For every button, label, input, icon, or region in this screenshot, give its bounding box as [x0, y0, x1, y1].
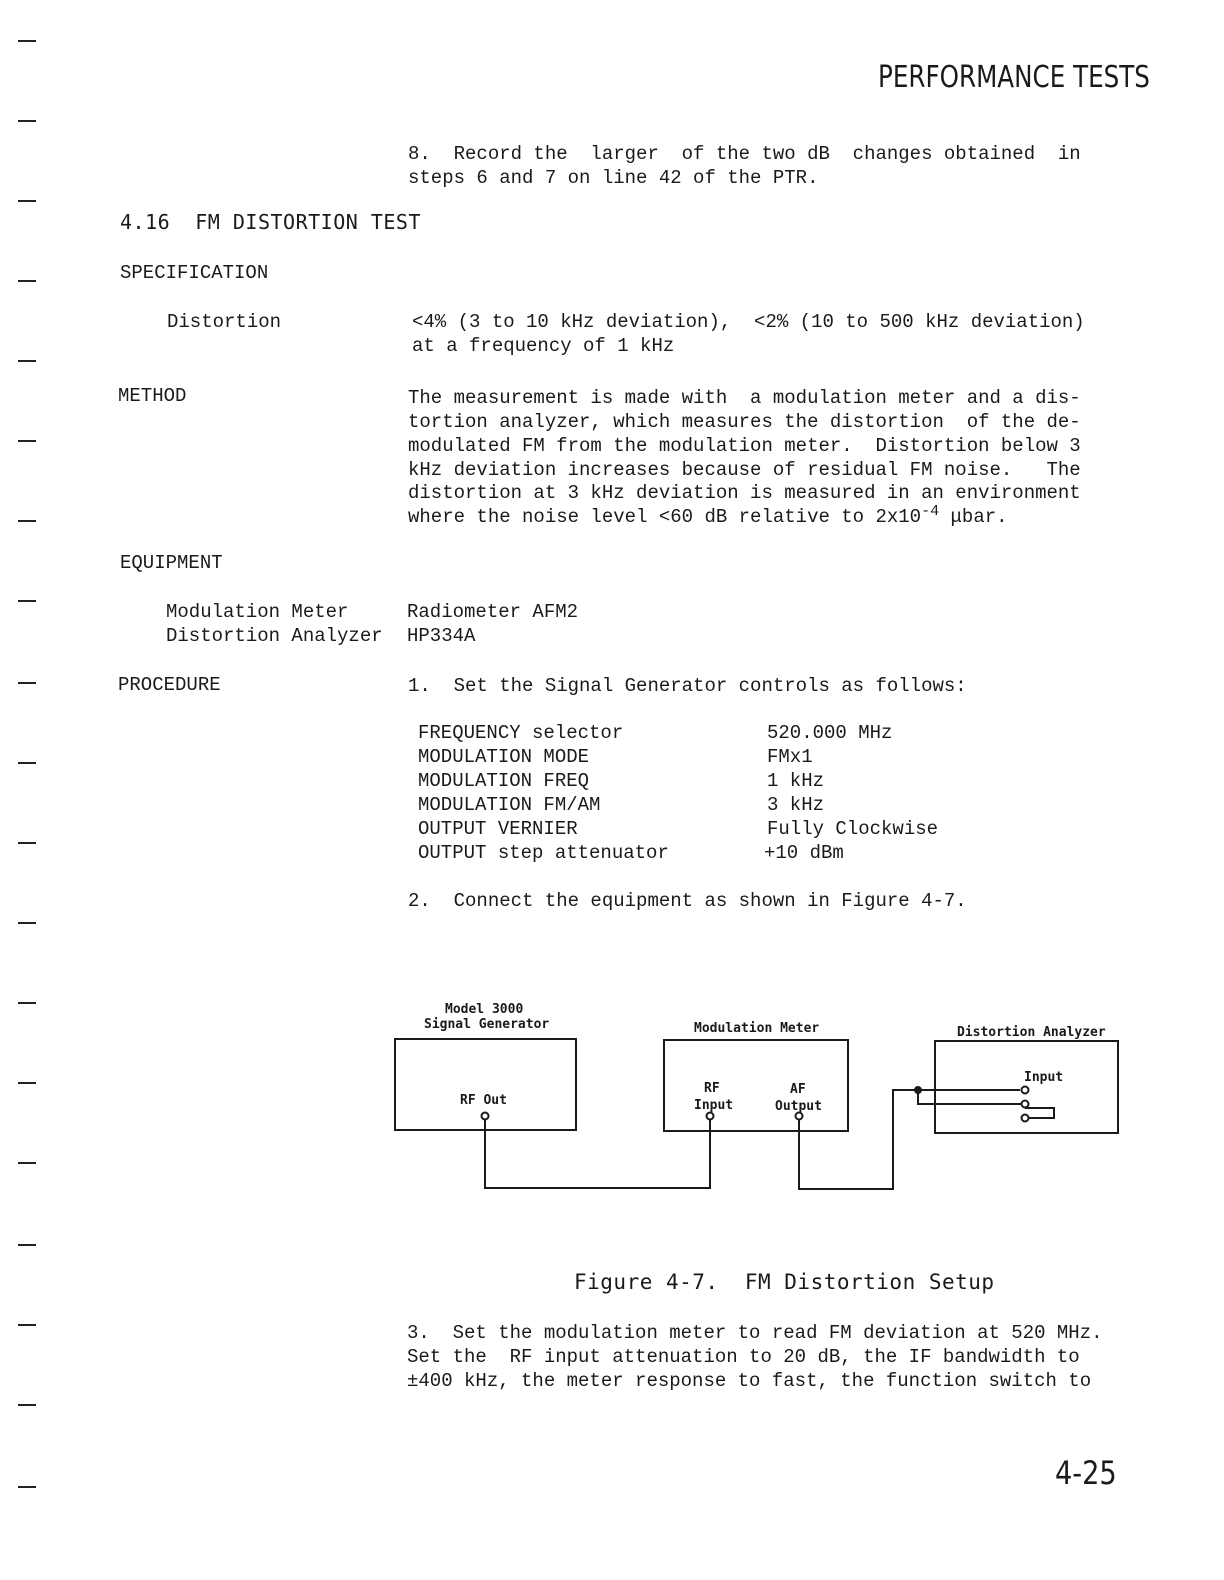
spec-distortion-line-1: <4% (3 to 10 kHz deviation), <2% (10 to 500 kHz deviation)	[412, 311, 1085, 333]
control-name: FREQUENCY selector	[418, 722, 624, 744]
method-line: tortion analyzer, which measures the distortion of the de-	[408, 411, 1081, 433]
control-name: OUTPUT step attenuator	[418, 842, 669, 864]
modulation-meter-box	[664, 1040, 848, 1131]
figure-caption: Figure 4-7. FM Distortion Setup	[574, 1270, 995, 1294]
analyzer-port	[1022, 1101, 1029, 1108]
procedure-step-1: 1. Set the Signal Generator controls as follows:	[408, 675, 967, 697]
control-name: MODULATION FM/AM	[418, 794, 601, 816]
control-setting: 520.000 MHz	[767, 722, 893, 744]
control-name: MODULATION MODE	[418, 746, 590, 768]
method-line: modulated FM from the modulation meter. Distortion below 3	[408, 435, 1081, 457]
sg-rf-out-label: RF Out	[460, 1093, 507, 1108]
section-heading: 4.16 FM DISTORTION TEST	[120, 210, 421, 234]
equipment-item-model: Radiometer AFM2	[407, 601, 579, 623]
step-8-line-2: steps 6 and 7 on line 42 of the PTR.	[408, 167, 819, 189]
procedure-step-3-line: 3. Set the modulation meter to read FM deviation at 520 MHz.	[407, 1322, 1103, 1344]
step-8-line-1: 8. Record the larger of the two dB changes obtained in	[408, 143, 1081, 165]
mm-input-label: Input	[694, 1098, 734, 1113]
spec-distortion-line-2: at a frequency of 1 kHz	[412, 335, 675, 357]
section-running-header: PERFORMANCE TESTS	[878, 60, 1150, 95]
control-name: MODULATION FREQ	[418, 770, 590, 792]
sg-model-label: Model 3000	[445, 1002, 524, 1017]
control-setting: 1 kHz	[767, 770, 825, 792]
control-setting: Fully Clockwise	[767, 818, 939, 840]
control-name: OUTPUT VERNIER	[418, 818, 578, 840]
procedure-step-2: 2. Connect the equipment as shown in Figure 4-7.	[408, 890, 967, 912]
page-number: 4-25	[1055, 1454, 1117, 1492]
sg-name-label: Signal Generator	[424, 1017, 550, 1032]
method-line: The measurement is made with a modulation meter and a dis-	[408, 387, 1081, 409]
rf-input-port	[707, 1113, 714, 1120]
mm-rf-label: RF	[704, 1081, 720, 1096]
da-input-label: Input	[1024, 1070, 1064, 1085]
analyzer-port	[1022, 1115, 1029, 1122]
method-label: METHOD	[118, 385, 187, 407]
procedure-step-3-line: Set the RF input attenuation to 20 dB, the IF bandwidth to	[407, 1346, 1080, 1368]
mm-af-label: AF	[790, 1082, 806, 1097]
rf-out-port	[482, 1113, 489, 1120]
control-setting: 3 kHz	[767, 794, 825, 816]
specification-label: SPECIFICATION	[120, 262, 269, 284]
method-line: distortion at 3 kHz deviation is measured in an environment	[408, 482, 1081, 504]
procedure-step-3-line: ±400 kHz, the meter response to fast, the function switch to	[407, 1370, 1092, 1392]
method-line: kHz deviation increases because of residual FM noise. The	[408, 459, 1081, 481]
analyzer-input-port	[1022, 1087, 1029, 1094]
control-setting: FMx1	[767, 746, 813, 768]
junction-dot	[915, 1087, 921, 1093]
method-last-prefix: where the noise level <60 dB relative to 2x10	[408, 506, 922, 528]
equipment-label: EQUIPMENT	[120, 552, 223, 574]
equipment-item-name: Distortion Analyzer	[166, 625, 383, 647]
procedure-label: PROCEDURE	[118, 674, 221, 696]
spec-distortion-label: Distortion	[167, 311, 282, 333]
mm-output-label: Output	[775, 1099, 822, 1114]
mm-title-label: Modulation Meter	[694, 1021, 820, 1036]
analyzer-jumper-b	[1025, 1108, 1054, 1118]
da-title-label: Distortion Analyzer	[957, 1025, 1106, 1040]
method-exponent: -4	[921, 503, 940, 520]
control-setting: +10 dBm	[764, 842, 844, 864]
method-last-suffix: μbar.	[939, 506, 1008, 528]
equipment-item-model: HP334A	[407, 625, 476, 647]
equipment-item-name: Modulation Meter	[166, 601, 349, 623]
rf-cable	[485, 1118, 710, 1188]
